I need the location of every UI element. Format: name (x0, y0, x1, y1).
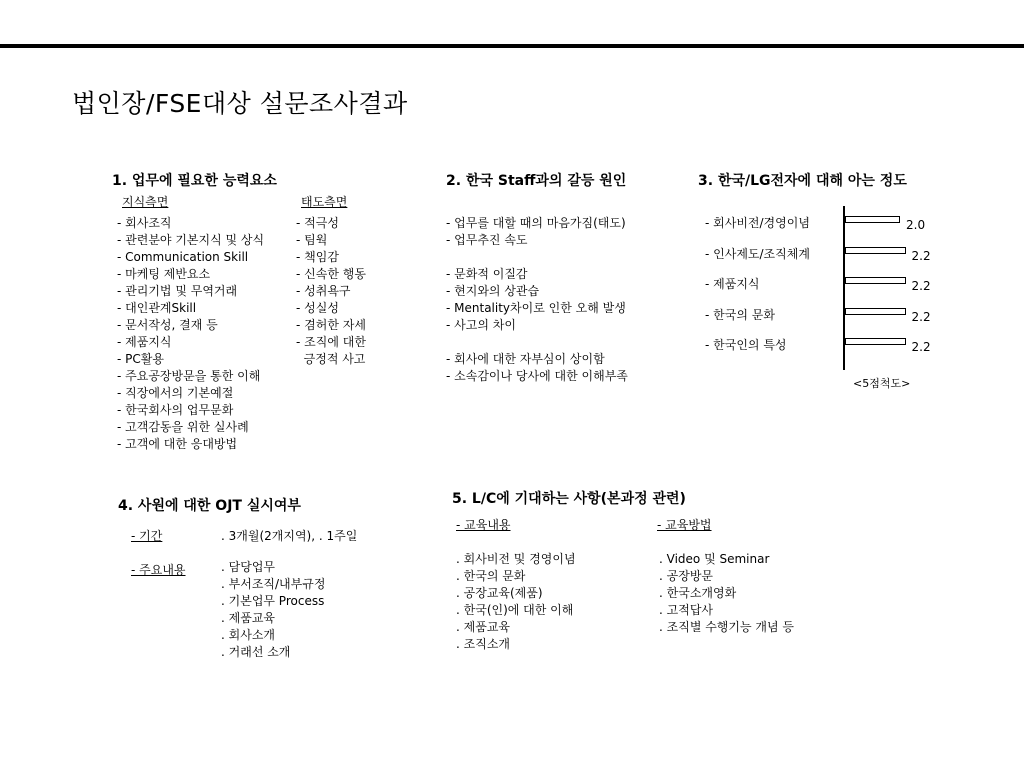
section5-content-list (456, 551, 576, 653)
chart-category-label: - 제품지식 (705, 277, 760, 291)
chart-value-label: 2.2 (911, 248, 931, 263)
scale-note: <5점척도> (853, 377, 911, 390)
expected-method-item: . 한국소개영화 (659, 586, 737, 600)
ojt-content-item: . 기본업무 Process (221, 594, 325, 608)
expected-content-item: . 공장교육(제품) (456, 586, 543, 600)
ojt-period-value: . 3개월(2개지역), . 1주일 (221, 529, 358, 543)
section1-heading: 1. 업무에 필요한 능력요소 (112, 173, 277, 189)
chart-value-label: 2.2 (911, 279, 931, 293)
attitude-item: - 조직에 대한 (296, 335, 366, 349)
knowledge-item: - 회사조직 (117, 216, 172, 230)
conflict-cause-item: - 현지와의 상관습 (446, 284, 540, 298)
chart-bar (845, 338, 906, 345)
attitude-item: - 성취욕구 (296, 284, 351, 298)
ojt-content-item: . 거래선 소개 (221, 645, 291, 659)
chart-category-label: - 한국인의 특성 (705, 338, 787, 352)
ojt-content-list (221, 559, 325, 661)
expected-method-item: . 고적답사 (659, 603, 713, 617)
conflict-cause-item: - 업무를 대할 때의 마음가짐(태도) (446, 216, 626, 230)
top-divider (0, 44, 1024, 48)
expected-method-item: . 조직별 수행기능 개념 등 (659, 620, 794, 634)
chart-axis (843, 206, 845, 370)
chart-value-label: 2.2 (911, 309, 931, 324)
ojt-content-item: . 담당업무 (221, 560, 275, 574)
expected-content-item: . 한국의 문화 (456, 569, 526, 583)
section5-heading: 5. L/C에 기대하는 사항(본과정 관련) (452, 491, 686, 507)
section2-list (446, 215, 628, 385)
conflict-cause-item: - 문화적 이질감 (446, 267, 528, 281)
knowledge-item: - 마케팅 제반요소 (117, 267, 211, 281)
section3-heading: 3. 한국/LG전자에 대해 아는 정도 (698, 173, 907, 189)
section1-knowledge-header: 지식측면 (122, 195, 169, 209)
ojt-content-label: - 주요내용 (131, 563, 186, 577)
expected-content-item: . 조직소개 (456, 637, 510, 651)
knowledge-item: - 고객에 대한 응대방법 (117, 437, 238, 451)
ojt-content-item: . 제품교육 (221, 611, 275, 625)
ojt-period-label: - 기간 (131, 529, 163, 543)
section5-method-list (659, 551, 794, 636)
section1-knowledge-list (117, 215, 264, 453)
chart-bar (845, 216, 900, 223)
attitude-item: - 책임감 (296, 250, 339, 264)
section4-heading: 4. 사원에 대한 OJT 실시여부 (118, 498, 301, 514)
section2-heading: 2. 한국 Staff과의 갈등 원인 (446, 173, 627, 189)
chart-bar (845, 277, 906, 284)
attitude-item: - 신속한 행동 (296, 267, 366, 281)
conflict-cause-item (446, 249, 628, 266)
expected-content-item: . 제품교육 (456, 620, 510, 634)
attitude-item: - 팀웍 (296, 233, 328, 247)
ojt-content-item: . 부서조직/내부규정 (221, 577, 326, 591)
conflict-cause-item: - Mentality차이로 인한 오해 발생 (446, 301, 626, 315)
knowledge-item: - 관련분야 기본지식 및 상식 (117, 233, 265, 247)
attitude-item: - 겸허한 자세 (296, 318, 366, 332)
conflict-cause-item: - 업무추진 속도 (446, 233, 528, 247)
knowledge-item: - 관리기법 및 무역거래 (117, 284, 238, 298)
expected-content-item: . 한국(인)에 대한 이해 (456, 603, 574, 617)
chart-category-label: - 인사제도/조직체계 (705, 246, 810, 261)
chart-value-label: 2.0 (906, 218, 926, 232)
conflict-cause-item (446, 334, 628, 351)
knowledge-item: - 고객감동을 위한 실사례 (117, 420, 249, 434)
page-title: 법인장/FSE대상 설문조사결과 (72, 89, 408, 118)
conflict-cause-item: - 소속감이나 당사에 대한 이해부족 (446, 369, 628, 383)
knowledge-item: - 문서작성, 결재 등 (117, 318, 218, 332)
section1-attitude-header: 태도측면 (301, 195, 348, 209)
knowledge-item: - 한국회사의 업무문화 (117, 403, 234, 417)
conflict-cause-item: - 회사에 대한 자부심이 상이함 (446, 352, 605, 366)
section5-method-header: - 교육방법 (657, 518, 712, 532)
attitude-item: - 적극성 (296, 216, 339, 230)
expected-method-item: . Video 및 Seminar (659, 552, 770, 566)
section1-attitude-list (296, 215, 366, 368)
expected-method-item: . 공장방문 (659, 569, 713, 583)
ojt-content-item: . 회사소개 (221, 628, 275, 642)
knowledge-item: - 주요공장방문을 통한 이해 (117, 369, 261, 383)
chart-bar (845, 247, 906, 254)
knowledge-item: - Communication Skill (117, 250, 249, 264)
section5-content-header: - 교육내용 (456, 518, 511, 532)
chart-category-label: - 회사비전/경영이념 (705, 216, 810, 230)
knowledge-item: - 대인관계Skill (117, 301, 197, 315)
chart-category-label: - 한국의 문화 (705, 307, 775, 322)
knowledge-item: - 직장에서의 기본예절 (117, 386, 234, 400)
chart-bar (845, 308, 906, 315)
conflict-cause-item: - 사고의 차이 (446, 318, 516, 332)
knowledge-item: - PC활용 (117, 352, 164, 366)
knowledge-item: - 제품지식 (117, 335, 172, 349)
attitude-item: - 성실성 (296, 301, 339, 315)
section3-category-labels (705, 217, 810, 370)
expected-content-item: . 회사비전 및 경영이념 (456, 552, 576, 566)
attitude-item: 긍정적 사고 (296, 352, 366, 366)
chart-value-label: 2.2 (911, 340, 931, 354)
